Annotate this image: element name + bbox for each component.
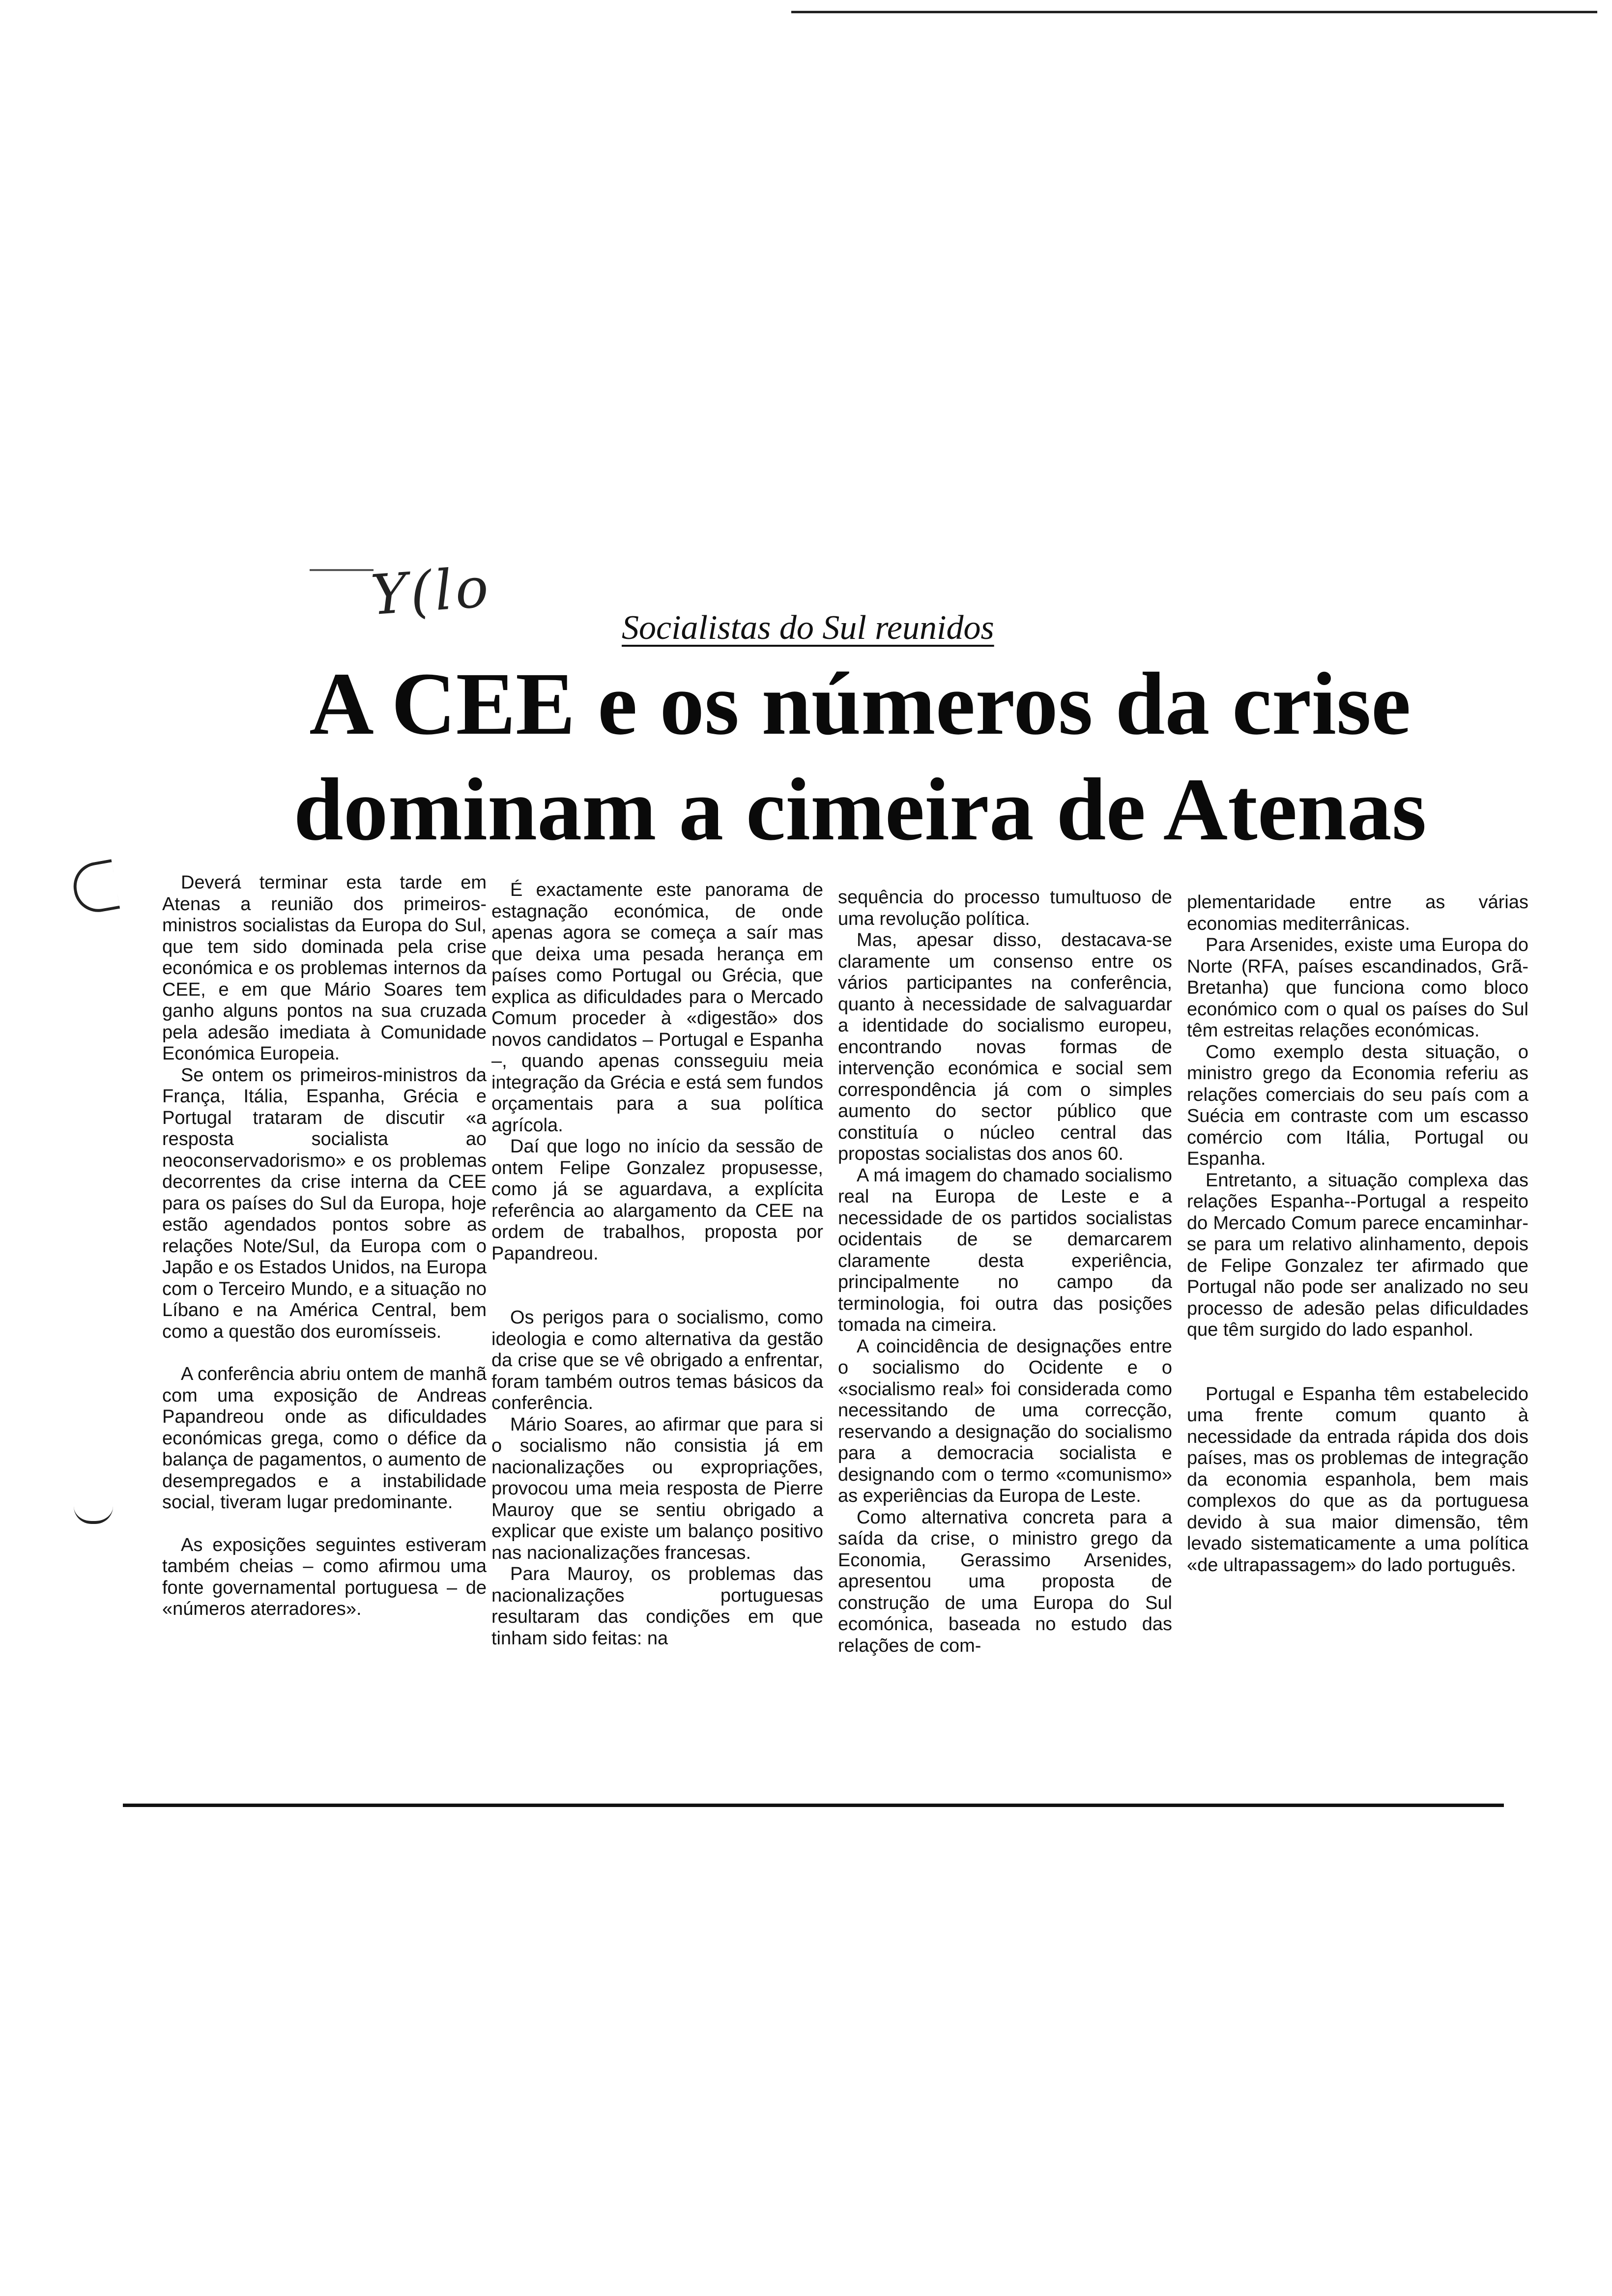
- paragraph: As exposições seguintes estiveram também cheias – como afirmou uma fonte governamental portuguesa – de «números aterradores».: [162, 1534, 487, 1619]
- bottom-rule: [123, 1804, 1504, 1807]
- paragraph: Mário Soares, ao afirmar que para si o socialismo não consistia já em nacionalizações ou expropriações, provocou uma meia resposta de Pierre Mauroy que se sentiu obrigado a explicar que existe um balanço positivo nas nacionalizações francesas.: [491, 1414, 823, 1563]
- paragraph: Se ontem os primeiros-ministros da França, Itália, Espanha, Grécia e Portugal trataram de discutir «a resposta socialista ao neoconservadorismo» e os problemas decorrentes da crise interna da CEE para os países do Sul da Europa, hoje estão agendados pontos sobre as relações Note/Sul, da Europa com o Japão e os Estados Unidos, na Europa com o Terceiro Mundo, e a situação no Líbano e na América Central, bem como a questão dos euromísseis.: [162, 1064, 487, 1342]
- paragraph: A má imagem do chamado socialismo real na Europa de Leste e a necessidade de os partidos socialistas ocidentais de se demarcarem claramente desta experiência, principalmente no campo da terminologia, foi outra das posições tomada na cimeira.: [838, 1165, 1172, 1335]
- margin-pen-mark: [70, 859, 120, 916]
- paragraph: A conferência abriu ontem de manhã com uma exposição de Andreas Papandreou onde as dificuldades económicas grega, como o défice da balança de pagamentos, o aumento de desempregados e a instabilidade social, tiveram lugar predominante.: [162, 1364, 487, 1513]
- handwritten-annotation: Y(lo: [369, 555, 493, 628]
- paragraph: Entretanto, a situação complexa das relações Espanha--Portugal a respeito do Mercado Comum parece encaminhar-se para um relativo alinhamento, depois de Felipe Gonzalez ter afirmado que Portugal não pode ser analizado no seu processo de adesão pelas dificuldades que têm surgido do lado espanhol.: [1187, 1170, 1528, 1340]
- paragraph: Mas, apesar disso, destacava-se claramente um consenso entre os vários participantes na conferência, quanto à necessidade de salvaguardar a identidade do socialismo europeu, encontrando novas formas de intervenção económica e social sem correspondência já com o simples aumento do sector público que constituía o núcleo central das propostas socialistas dos anos 60.: [838, 930, 1172, 1164]
- article-column-2: [491, 880, 823, 1794]
- paragraph: Para Mauroy, os problemas das nacionalizações portuguesas resultaram das condições em que tinham sido feitas: na: [491, 1564, 823, 1649]
- article-column-1: [162, 872, 487, 1786]
- paragraph: Os perigos para o socialismo, como ideologia e como alternativa da gestão da crise que se vê obrigado a enfrentar, foram também outros temas básicos da conferência.: [491, 1307, 823, 1413]
- paragraph: plementaridade entre as várias economias mediterrânicas.: [1187, 892, 1528, 934]
- article-headline: [231, 651, 1489, 862]
- top-rule: [791, 11, 1597, 13]
- article-column-3: [838, 887, 1172, 1801]
- headline-line-1: A CEE e os números da crise: [309, 655, 1411, 753]
- article-column-4: [1187, 892, 1528, 1806]
- paragraph: A coincidência de designações entre o socialismo do Ocidente e o «socialismo real» foi considerada como necessitando de uma correcção, reservando a designação do socialismo para a democracia socialista e designando com o termo «comunismo» as experiências da Europa de Leste.: [838, 1336, 1172, 1506]
- paragraph: Deverá terminar esta tarde em Atenas a reunião dos primeiros-ministros socialistas da Europa do Sul, que tem sido dominada pela crise económica e os problemas internos da CEE, e em que Mário Soares tem ganho alguns pontos na sua cruzada pela adesão imediata à Comunidade Económica Europeia.: [162, 872, 487, 1064]
- paragraph: É exactamente este panorama de estagnação económica, de onde apenas agora se começa a saír mas que deixa uma pesada herança em países como Portugal ou Grécia, que explica as dificuldades para o Mercado Comum proceder à «digestão» dos novos candidatos – Portugal e Espanha –, quando apenas consseguiu meia integração da Grécia e está sem fundos orçamentais para a sua política agrícola.: [491, 880, 823, 1136]
- paragraph: sequência do processo tumultuoso de uma revolução política.: [838, 887, 1172, 929]
- margin-pen-mark: [74, 1506, 113, 1524]
- article-kicker: Socialistas do Sul reunidos: [622, 609, 994, 647]
- paragraph: Como alternativa concreta para a saída da crise, o ministro grego da Economia, Gerassimo Arsenides, apresentou uma proposta de construção de uma Europa do Sul ecomónica, baseada no estudo das relações de com-: [838, 1507, 1172, 1656]
- handwritten-stroke: [310, 569, 374, 571]
- headline-line-2: dominam a cimeira de Atenas: [293, 760, 1427, 859]
- paragraph: Como exemplo desta situação, o ministro grego da Economia referiu as relações comerciais do seu país com a Suécia em contraste com um escasso comércio com Itália, Portugal ou Espanha.: [1187, 1041, 1528, 1169]
- paragraph: Para Arsenides, existe uma Europa do Norte (RFA, países escandinados, Grã-Bretanha) que funciona como bloco económico com o qual os países do Sul têm estreitas relações económicas.: [1187, 935, 1528, 1041]
- paragraph: Daí que logo no início da sessão de ontem Felipe Gonzalez propusesse, como já se aguardava, a explícita referência ao alargamento da CEE na ordem de trabalhos, proposta por Papandreou.: [491, 1136, 823, 1264]
- paragraph: Portugal e Espanha têm estabelecido uma frente comum quanto à necessidade da entrada rápida dos dois países, mas os problemas de integração da economia espanhola, bem mais complexos do que as da portuguesa devido à sua maior dimensão, têm levado sistematicamente a uma política «de ultrapassagem» do lado português.: [1187, 1383, 1528, 1576]
